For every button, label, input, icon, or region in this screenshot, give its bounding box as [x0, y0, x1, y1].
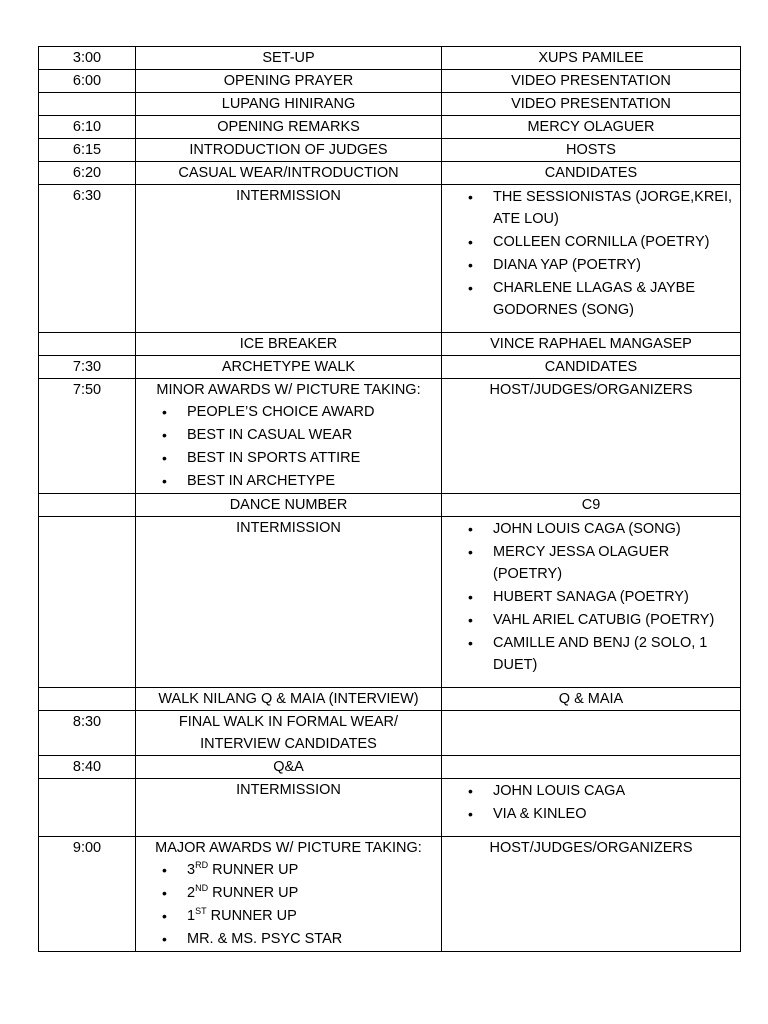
performer-label: COLLEEN CORNILLA (POETRY) — [493, 234, 710, 250]
responsible-cell: Q & MAIA — [442, 688, 741, 711]
responsible-cell: C9 — [442, 494, 741, 517]
schedule-row — [39, 837, 741, 952]
time-cell: 6:20 — [39, 162, 136, 185]
schedule-row — [39, 333, 741, 356]
award-list-item — [142, 905, 435, 927]
program-schedule-body — [39, 47, 741, 952]
bullet-icon: • — [468, 189, 473, 205]
performer-label: HUBERT SANAGA (POETRY) — [493, 589, 689, 605]
award-list-item — [142, 859, 435, 881]
award-label: BEST IN CASUAL WEAR — [187, 427, 353, 443]
time-cell — [39, 333, 136, 356]
schedule-row — [39, 779, 741, 837]
award-label: RUNNER UP — [208, 885, 299, 901]
bullet-icon: • — [162, 473, 167, 489]
award-rank-suffix: ND — [195, 883, 209, 894]
performer-list-item — [448, 518, 734, 540]
activity-cell: OPENING REMARKS — [136, 116, 442, 139]
bullet-icon: • — [162, 931, 167, 947]
award-list — [142, 401, 435, 492]
activity-cell — [136, 379, 442, 494]
responsible-cell — [442, 779, 741, 837]
schedule-row — [39, 379, 741, 494]
activity-heading: MAJOR AWARDS W/ PICTURE TAKING: — [155, 840, 422, 856]
performer-list-item — [448, 186, 734, 230]
award-label: RUNNER UP — [208, 862, 299, 878]
performer-list-item — [448, 541, 734, 585]
award-list-item — [142, 447, 435, 469]
activity-cell: ARCHETYPE WALK — [136, 356, 442, 379]
schedule-row — [39, 139, 741, 162]
activity-cell: INTERMISSION — [136, 517, 442, 688]
schedule-row — [39, 688, 741, 711]
performer-list-item — [448, 231, 734, 253]
responsible-cell: VIDEO PRESENTATION — [442, 70, 741, 93]
bullet-icon: • — [468, 635, 473, 651]
performer-list-item — [448, 609, 734, 631]
activity-cell: FINAL WALK IN FORMAL WEAR/ INTERVIEW CANDIDATES — [136, 711, 442, 756]
performer-label: VIA & KINLEO — [493, 806, 587, 822]
schedule-row — [39, 517, 741, 688]
performer-list-item — [448, 254, 734, 276]
award-rank-number: 1 — [187, 908, 196, 924]
time-cell: 6:10 — [39, 116, 136, 139]
responsible-cell — [442, 517, 741, 688]
bullet-icon: • — [162, 908, 167, 924]
time-cell: 9:00 — [39, 837, 136, 952]
time-cell: 8:40 — [39, 756, 136, 779]
time-cell: 7:50 — [39, 379, 136, 494]
performer-label: VAHL ARIEL CATUBIG (POETRY) — [493, 612, 715, 628]
performer-list — [448, 185, 734, 332]
program-schedule-table — [38, 46, 741, 952]
performer-label: JOHN LOUIS CAGA — [493, 783, 626, 799]
award-list-item — [142, 928, 435, 950]
award-label: BEST IN ARCHETYPE — [187, 473, 335, 489]
bullet-icon: • — [468, 280, 473, 296]
performer-label: DIANA YAP (POETRY) — [493, 257, 642, 273]
award-list-item — [142, 424, 435, 446]
award-list — [142, 859, 435, 950]
schedule-row — [39, 711, 741, 756]
schedule-row — [39, 494, 741, 517]
performer-label: CAMILLE AND BENJ (2 SOLO, 1 DUET) — [493, 635, 708, 673]
award-list-item — [142, 401, 435, 423]
activity-cell: INTRODUCTION OF JUDGES — [136, 139, 442, 162]
time-cell — [39, 494, 136, 517]
time-cell — [39, 517, 136, 688]
schedule-row — [39, 162, 741, 185]
award-rank-number: 2 — [187, 885, 196, 901]
activity-cell: INTERMISSION — [136, 779, 442, 837]
time-cell — [39, 93, 136, 116]
responsible-cell: VINCE RAPHAEL MANGASEP — [442, 333, 741, 356]
performer-list — [448, 779, 734, 836]
bullet-icon: • — [162, 862, 167, 878]
activity-cell: DANCE NUMBER — [136, 494, 442, 517]
bullet-icon: • — [468, 234, 473, 250]
schedule-row — [39, 47, 741, 70]
responsible-cell: HOST/JUDGES/ORGANIZERS — [442, 837, 741, 952]
bullet-icon: • — [468, 783, 473, 799]
time-cell — [39, 688, 136, 711]
schedule-row — [39, 93, 741, 116]
bullet-icon: • — [468, 612, 473, 628]
responsible-cell: CANDIDATES — [442, 356, 741, 379]
responsible-cell: MERCY OLAGUER — [442, 116, 741, 139]
bullet-icon: • — [468, 806, 473, 822]
performer-label: THE SESSIONISTAS (JORGE,KREI, ATE LOU) — [493, 189, 733, 227]
award-label: PEOPLE’S CHOICE AWARD — [187, 404, 375, 420]
activity-cell — [136, 837, 442, 952]
performer-list-item — [448, 586, 734, 608]
performer-list-item — [448, 632, 734, 676]
schedule-row — [39, 116, 741, 139]
performer-list-item — [448, 780, 734, 802]
bullet-icon: • — [162, 427, 167, 443]
bullet-icon: • — [162, 450, 167, 466]
activity-cell: CASUAL WEAR/INTRODUCTION — [136, 162, 442, 185]
award-list-item — [142, 470, 435, 492]
performer-label: CHARLENE LLAGAS & JAYBE GODORNES (SONG) — [493, 280, 696, 318]
bullet-icon: • — [468, 521, 473, 537]
time-cell: 8:30 — [39, 711, 136, 756]
award-label: BEST IN SPORTS ATTIRE — [187, 450, 361, 466]
award-rank-number: 3 — [187, 862, 196, 878]
responsible-cell: HOST/JUDGES/ORGANIZERS — [442, 379, 741, 494]
award-label: MR. & MS. PSYC STAR — [187, 931, 343, 947]
performer-list-item — [448, 277, 734, 321]
time-cell: 6:15 — [39, 139, 136, 162]
activity-cell: LUPANG HINIRANG — [136, 93, 442, 116]
schedule-row — [39, 70, 741, 93]
activity-heading: MINOR AWARDS W/ PICTURE TAKING: — [156, 382, 421, 398]
activity-cell: INTERMISSION — [136, 185, 442, 333]
responsible-cell: CANDIDATES — [442, 162, 741, 185]
time-cell: 6:00 — [39, 70, 136, 93]
responsible-cell — [442, 756, 741, 779]
bullet-icon: • — [468, 257, 473, 273]
responsible-cell: VIDEO PRESENTATION — [442, 93, 741, 116]
time-cell — [39, 779, 136, 837]
activity-cell: WALK NILANG Q & MAIA (INTERVIEW) — [136, 688, 442, 711]
responsible-cell — [442, 185, 741, 333]
award-label: RUNNER UP — [206, 908, 297, 924]
activity-cell: ICE BREAKER — [136, 333, 442, 356]
responsible-cell: HOSTS — [442, 139, 741, 162]
schedule-row — [39, 756, 741, 779]
activity-cell: Q&A — [136, 756, 442, 779]
time-cell: 7:30 — [39, 356, 136, 379]
bullet-icon: • — [468, 544, 473, 560]
time-cell: 3:00 — [39, 47, 136, 70]
performer-label: MERCY JESSA OLAGUER (POETRY) — [493, 544, 670, 582]
bullet-icon: • — [468, 589, 473, 605]
award-rank-suffix: RD — [195, 860, 209, 871]
performer-list-item — [448, 803, 734, 825]
performer-label: JOHN LOUIS CAGA (SONG) — [493, 521, 681, 537]
schedule-row — [39, 185, 741, 333]
performer-list — [448, 517, 734, 687]
award-list-item — [142, 882, 435, 904]
schedule-row — [39, 356, 741, 379]
responsible-cell — [442, 711, 741, 756]
responsible-cell: XUPS PAMILEE — [442, 47, 741, 70]
time-cell: 6:30 — [39, 185, 136, 333]
activity-cell: OPENING PRAYER — [136, 70, 442, 93]
activity-cell: SET-UP — [136, 47, 442, 70]
award-rank-suffix: ST — [195, 906, 207, 917]
bullet-icon: • — [162, 885, 167, 901]
bullet-icon: • — [162, 404, 167, 420]
